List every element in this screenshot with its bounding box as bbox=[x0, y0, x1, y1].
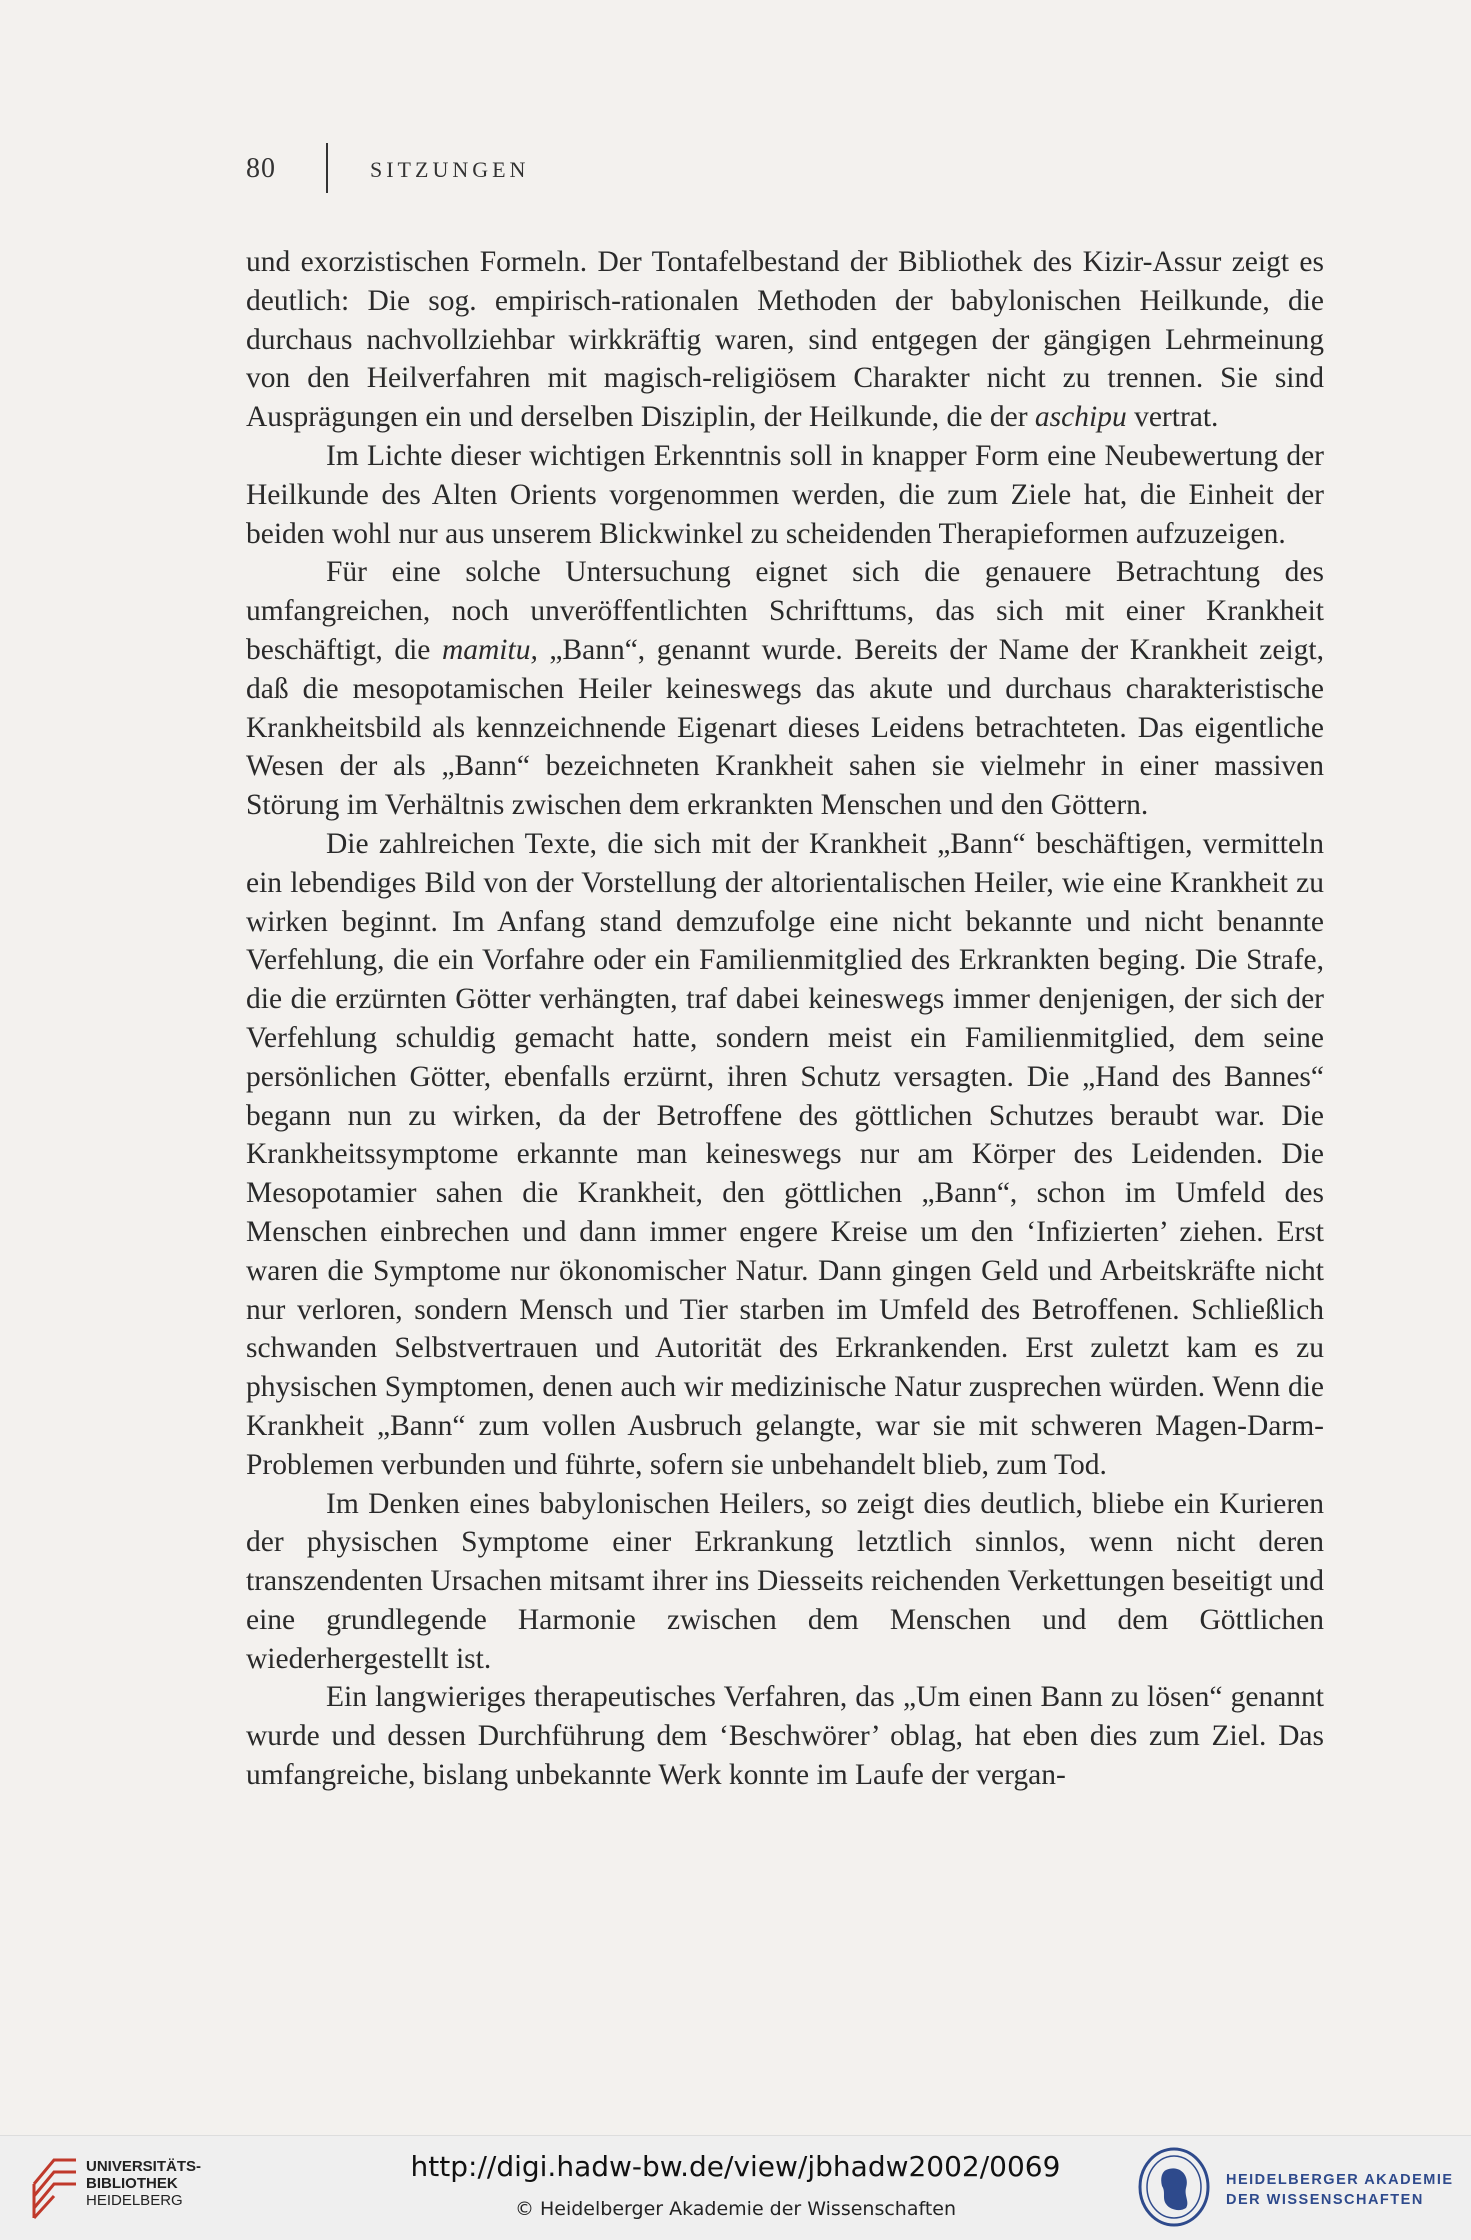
paragraph bbox=[246, 243, 1324, 437]
viewer-footer bbox=[0, 2135, 1471, 2240]
library-name-line2: BIBLIOTHEK bbox=[86, 2175, 178, 2192]
library-name-line1: UNIVERSITÄTS- bbox=[86, 2158, 202, 2175]
paragraph bbox=[246, 437, 1324, 553]
text-segment: und exorzistischen Formeln. Der Tontafelbestand der Bibliothek des Kizir-Assur zeigt es deutlich: Die sog. empirisch-rationalen Methoden der babylonischen Heilkunde, die durchaus nachvollziehbar wirkkräftig waren, sind entgegen der gängigen Lehrmeinung von den Heilverfahren mit magisch-religiösem Charakter nicht zu trennen. Sie sind Ausprägungen ein und derselben Disziplin, der Heilkunde, die der bbox=[246, 246, 1324, 434]
paragraph bbox=[246, 553, 1324, 825]
paragraph bbox=[246, 825, 1324, 1485]
copyright-notice: © Heidelberger Akademie der Wissenschaften bbox=[514, 2198, 957, 2220]
document-url[interactable]: http://digi.hadw-bw.de/view/jbhadw2002/0069 bbox=[410, 2150, 1061, 2183]
academy-seal-icon[interactable] bbox=[1136, 2146, 1212, 2228]
text-segment: Ein langwieriges therapeutisches Verfahren, das „Um einen Bann zu lösen“ genannt wurde und dessen Durchführung dem ‘Beschwörer’ oblag, hat eben dies zum Ziel. Das umfangreiche, bislang unbekannte Werk konnte im Laufe der vergan- bbox=[246, 1681, 1324, 1792]
italic-term: mamitu, bbox=[441, 633, 538, 666]
text-segment: Für eine solche Untersuchung eignet sich die genauere Betrachtung des umfangreichen, noch unveröffentlichten Schrifttums, das sich mit einer Krankheit beschäftigt, die bbox=[246, 556, 1324, 666]
academy-name[interactable] bbox=[1226, 2170, 1454, 2210]
text-segment: Die zahlreichen Texte, die sich mit der Krankheit „Bann“ beschäftigen, vermitteln ein lebendiges Bild von der Vorstellung der altorientalischen Heiler, wie eine Krankheit zu wirken beginnt. Im Anfang stand demzufolge eine nicht bekannte und nicht benannte Verfehlung, die ein Vorfahre oder ein Familienmitglied des Erkrankten beging. Die Strafe, die die erzürnten Götter verhängten, traf dabei keineswegs immer denjenigen, der sich der Verfehlung schuldig gemacht hatte, sondern meist ein Familienmitglied, dem seine persönlichen Götter, ebenfalls erzürnt, ihren Schutz versagten. Die „Hand des Bannes“ begann nun zu wirken, da der Betroffene des göttlichen Schutzes beraubt war. Die Krankheitssymptome erkannte man keineswegs nur am Körper des Leidenden. Die Mesopotamier sahen die Krankheit, den göttlichen „Bann“, schon im Umfeld des Menschen einbrechen und dann immer engere Kreise um den ‘Infizierten’ ziehen. Erst waren die Symptome nur ökonomischer Natur. Dann gingen Geld und Arbeitskräfte nicht nur verloren, sondern Mensch und Tier starben im Umfeld des Betroffenen. Schließlich schwanden Selbstvertrauen und Autorität des Erkrankenden. Erst zuletzt kam es zu physischen Symptomen, denen auch wir medizinische Natur zusprechen würden. Wenn die Krankheit „Bann“ zum vollen Ausbruch gelangte, war sie mit schweren Magen-Darm-Problemen verbunden und führte, sofern sie unbehandelt blieb, zum Tod. bbox=[246, 827, 1324, 1481]
academy-name-line2: DER WISSENSCHAFTEN bbox=[1226, 2192, 1424, 2208]
body-text bbox=[246, 243, 1324, 1795]
header-divider bbox=[326, 143, 328, 193]
text-segment: Im Lichte dieser wichtigen Erkenntnis soll in knapper Form eine Neubewertung der Heilkunde des Alten Orients vorgenommen werden, die zum Ziele hat, die Einheit der beiden wohl nur aus unserem Blickwinkel zu scheidenden Therapieformen aufzuzeigen. bbox=[246, 439, 1324, 550]
paragraph bbox=[246, 1485, 1324, 1679]
text-segment: vertrat. bbox=[1126, 401, 1219, 434]
text-segment: Im Denken eines babylonischen Heilers, so zeigt dies deutlich, bliebe ein Kurieren der physischen Symptome einer Erkrankung letztlich sinnlos, wenn nicht deren transzendenten Ursachen mitsamt ihrer ins Diesseits reichenden Verkettungen beseitigt und eine grundlegende Harmonie zwischen dem Menschen und dem Göttlichen wiederhergestellt ist. bbox=[246, 1487, 1324, 1675]
academy-name-line1: HEIDELBERGER AKADEMIE bbox=[1226, 2172, 1454, 2188]
library-name-line3: HEIDELBERG bbox=[86, 2192, 183, 2209]
text-segment: „Bann“, genannt wurde. Bereits der Name der Krankheit zeigt, daß die mesopotamischen Heiler keineswegs das akute und durchaus charakteristische Krankheitsbild als kennzeichnende Eigenart dieses Leidens betrachteten. Das eigentliche Wesen der als „Bann“ bezeichneten Krankheit sahen sie vielmehr in einer massiven Störung im Verhältnis zwischen dem erkrankten Menschen und den Göttern. bbox=[246, 633, 1324, 822]
paragraph bbox=[246, 1678, 1324, 1794]
page-number: 80 bbox=[246, 153, 276, 184]
italic-term: aschipu bbox=[1034, 401, 1127, 434]
running-head: SITZUNGEN bbox=[370, 157, 530, 182]
